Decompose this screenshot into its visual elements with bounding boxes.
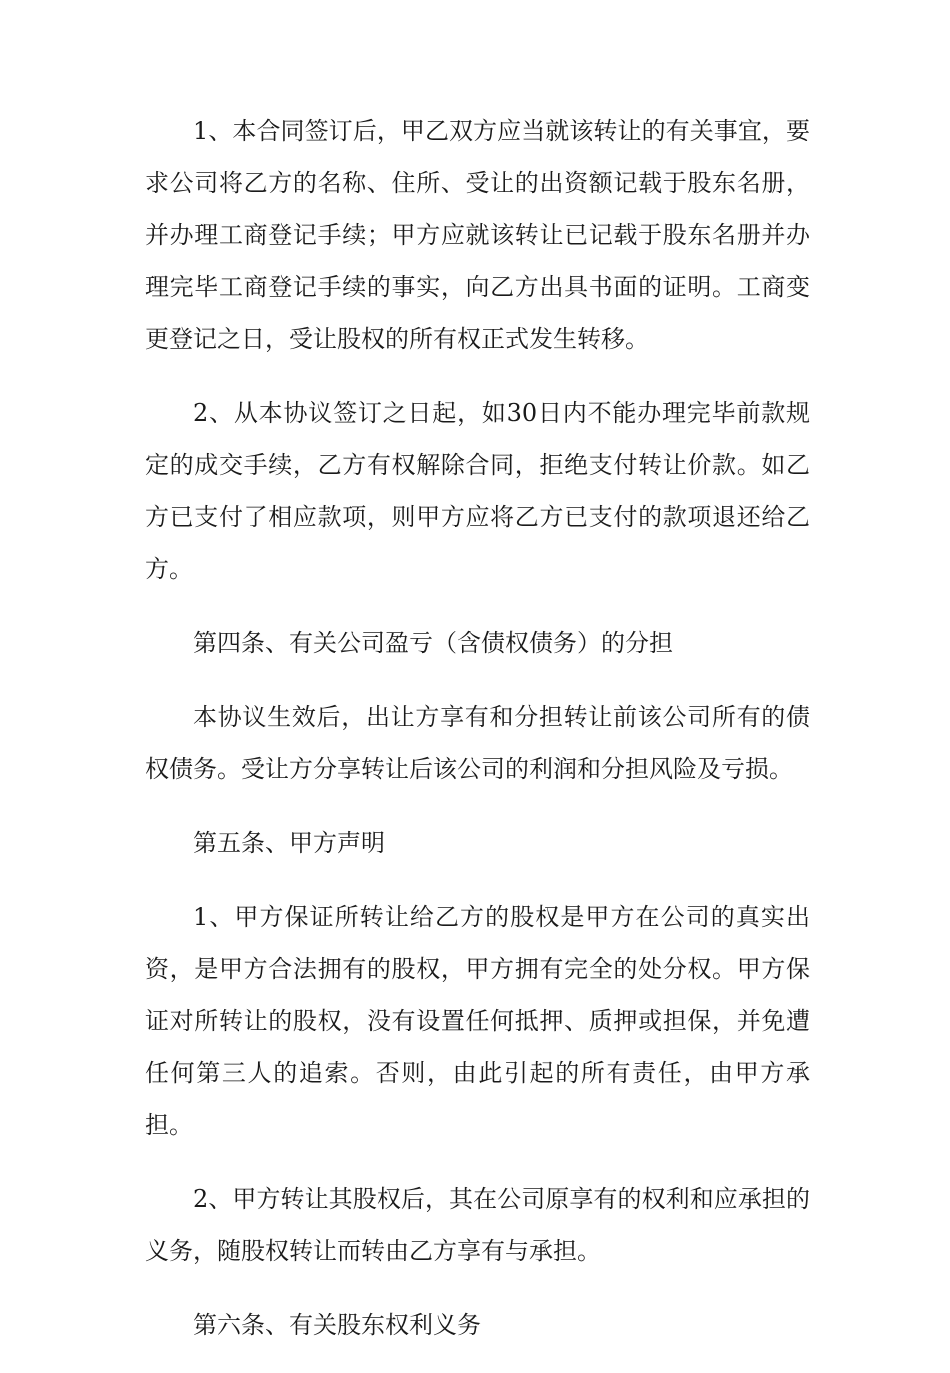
article-4-heading: 第四条、有关公司盈亏（含债权债务）的分担 [193, 629, 673, 657]
article-4-paragraph: 本协议生效后，出让方享有和分担转让前该公司所有的债权债务。受让方分享转让后该公司的利润和分担风险及亏损。 [145, 703, 810, 783]
article-5-paragraph-1: 1、甲方保证所转让给乙方的股权是甲方在公司的真实出资，是甲方合法拥有的股权，甲方拥有完全的处分权。甲方保证对所转让的股权，没有设置任何抵押、质押或担保，并免遭任何第三人的追索。否则，由此引起的所有责任，由甲方承担。 [145, 903, 810, 1139]
article-5-heading: 第五条、甲方声明 [193, 829, 385, 857]
document-body [145, 105, 810, 1373]
clause-paragraph-2: 2、从本协议签订之日起，如30日内不能办理完毕前款规定的成交手续，乙方有权解除合同，拒绝支付转让价款。如乙方已支付了相应款项，则甲方应将乙方已支付的款项退还给乙方。 [145, 399, 810, 583]
clause-paragraph-1: 1、本合同签订后，甲乙双方应当就该转让的有关事宜，要求公司将乙方的名称、住所、受让的出资额记载于股东名册，并办理工商登记手续；甲方应就该转让已记载于股东名册并办理完毕工商登记手续的事实，向乙方出具书面的证明。工商变更登记之日，受让股权的所有权正式发生转移。 [145, 117, 810, 353]
article-5-paragraph-2: 2、甲方转让其股权后，其在公司原享有的权利和应承担的义务，随股权转让而转由乙方享有与承担。 [145, 1185, 810, 1265]
article-6-heading: 第六条、有关股东权利义务 [193, 1311, 481, 1339]
